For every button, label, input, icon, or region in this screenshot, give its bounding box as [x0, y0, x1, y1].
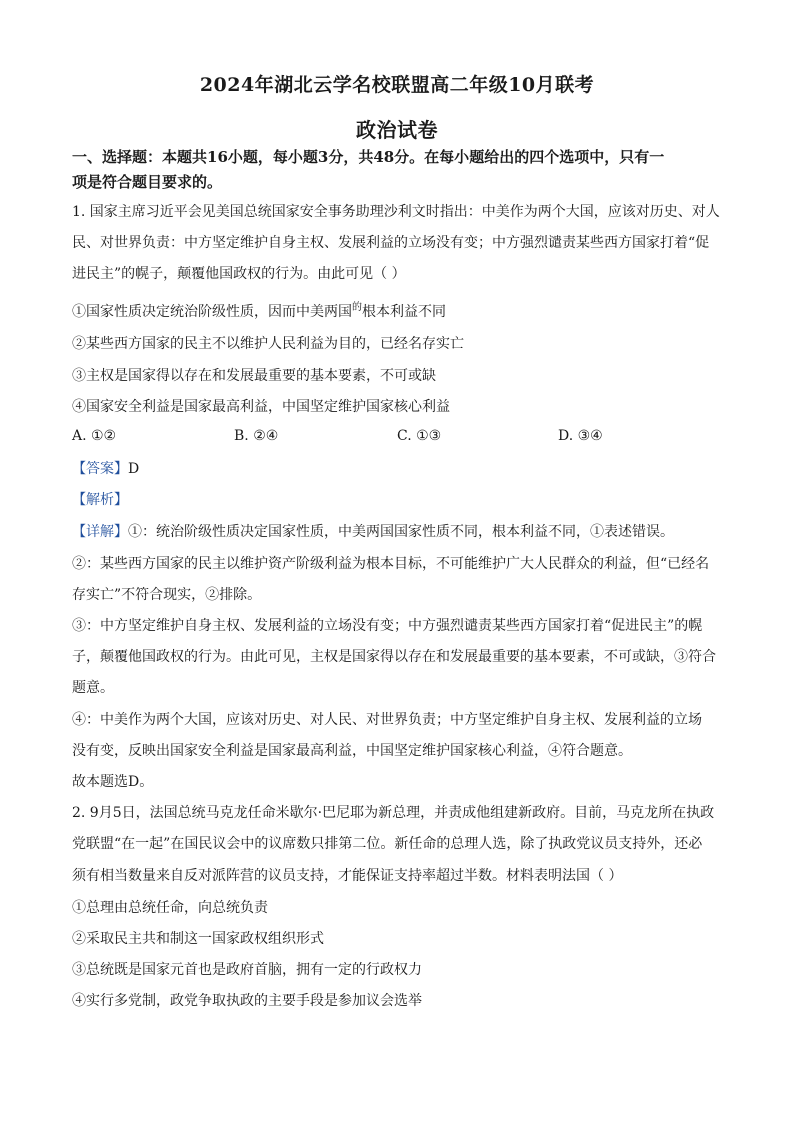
q2-statement-1: ①总理由总统任命，向总统负责	[72, 900, 268, 916]
q1-detail-line7: ④：中美作为两个大国，应该对历史、对人民、对世界负责；中方坚定维护自身主权、发展利益的立场	[72, 712, 702, 728]
q1-stem-line1: 1. 国家主席习近平会见美国总统国家安全事务助理沙利文时指出：中美作为两个大国，应该对历史、对人	[72, 204, 720, 220]
q1-stem-line2: 民、对世界负责：中方坚定维护自身主权、发展利益的立场没有变；中方强烈谴责某些西方国家打着“促	[72, 235, 710, 251]
q1-option-c: C. ①③	[397, 428, 442, 444]
detail-label: 【详解】	[72, 524, 128, 540]
section-heading-line2: 项是符合题目要求的。	[72, 173, 223, 191]
q1-statement-1-part-b: 根本利益不同	[362, 304, 446, 320]
answer-label: 【答案】	[72, 461, 128, 477]
q1-detail-line5: 子，颠覆他国政权的行为。由此可见，主权是国家得以存在和发展最重要的基本要素，不可或缺，③符合	[72, 649, 716, 665]
q2-stem-line1: 2. 9月5日，法国总统马克龙任命米歇尔·巴尼耶为新总理，并责成他组建新政府。目前，马克龙所在执政	[72, 805, 715, 821]
q1-detail-line2: ②：某些西方国家的民主以维护资产阶级利益为根本目标，不可能维护广大人民群众的利益，但“已经名	[72, 556, 710, 572]
q2-statement-3: ③总统既是国家元首也是政府首脑，拥有一定的行政权力	[72, 962, 422, 978]
q1-detail-line1	[72, 522, 732, 542]
q1-statement-1-part-a: ①国家性质决定统治阶级性质，因而中美两国	[72, 304, 352, 320]
q1-statement-2: ②某些西方国家的民主不以维护人民利益为目的，已经名存实亡	[72, 336, 464, 352]
analysis-label: 【解析】	[72, 492, 128, 508]
q1-option-d: D. ③④	[558, 428, 603, 444]
q1-detail-line4: ③：中方坚定维护自身主权、发展利益的立场没有变；中方强烈谴责某些西方国家打着“促进民主”的幌	[72, 618, 703, 634]
q1-statement-3: ③主权是国家得以存在和发展最重要的基本要素，不可或缺	[72, 368, 436, 384]
q1-stem-line3: 进民主”的幌子，颠覆他国政权的行为。由此可见（ ）	[72, 266, 406, 282]
detail-text-1: ①：统治阶级性质决定国家性质，中美两国国家性质不同，根本利益不同，①表述错误。	[128, 524, 674, 540]
answer-value: D	[128, 461, 140, 477]
exam-title: 2024年湖北云学名校联盟高二年级10月联考	[199, 74, 595, 96]
q1-answer	[72, 459, 732, 479]
q2-statement-2: ②采取民主共和制这一国家政权组织形式	[72, 931, 324, 947]
q1-detail-line3: 存实亡”不符合现实，②排除。	[72, 587, 262, 603]
q1-detail-line6: 题意。	[72, 680, 114, 696]
q1-option-a: A. ①②	[72, 428, 117, 444]
exam-subtitle: 政治试卷	[356, 118, 438, 142]
section-heading-line1: 一、选择题：本题共16小题，每小题3分，共48分。在每小题给出的四个选项中，只有一	[72, 148, 665, 166]
q2-stem-line3: 须有相当数量来自反对派阵营的议员支持，才能保证支持率超过半数。材料表明法国（ ）	[72, 868, 623, 884]
q2-statement-4: ④实行多党制，政党争取执政的主要手段是参加议会选举	[72, 993, 422, 1009]
q1-options	[72, 428, 732, 448]
q1-detail-line8: 没有变，反映出国家安全利益是国家最高利益，中国坚定维护国家核心利益，④符合题意。	[72, 743, 632, 759]
q1-option-b: B. ②④	[234, 428, 279, 444]
q1-statement-4: ④国家安全利益是国家最高利益，中国坚定维护国家核心利益	[72, 399, 450, 415]
q1-detail-line9: 故本题选D。	[72, 774, 154, 790]
q2-stem-line2: 党联盟“在一起”在国民议会中的议席数只排第二位。新任命的总理人选，除了执政党议员支持外，还必	[72, 836, 703, 852]
q1-statement-1-sup: 的	[352, 302, 362, 313]
q1-statement-1	[72, 302, 732, 324]
